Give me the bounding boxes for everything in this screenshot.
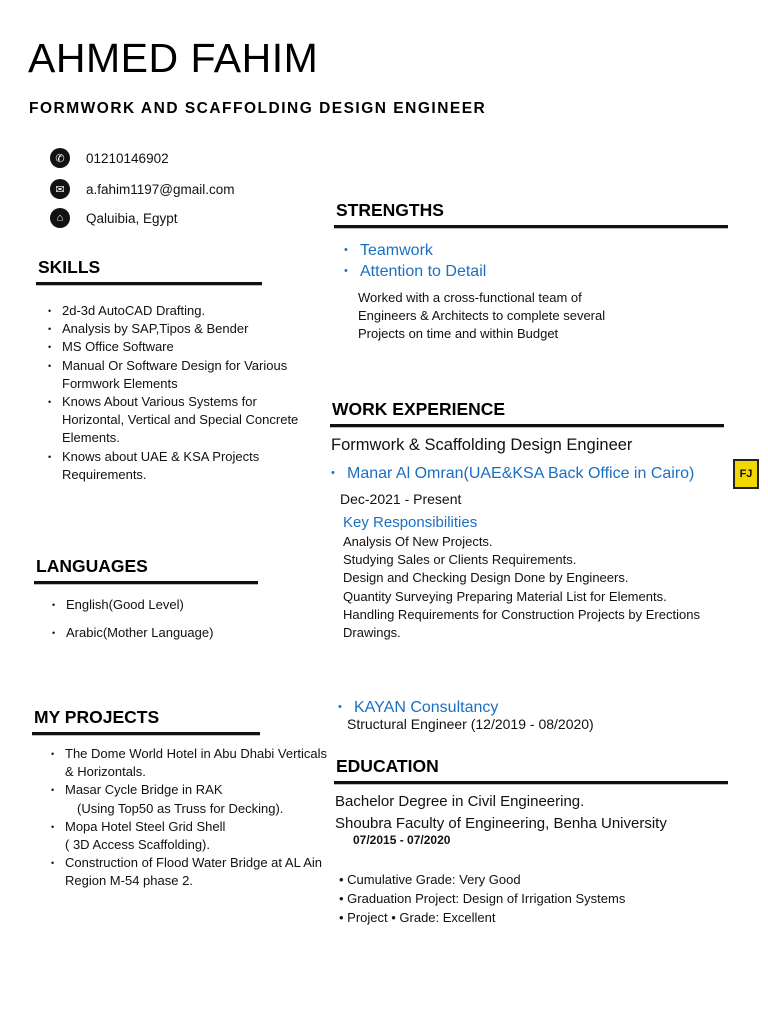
languages-heading: LANGUAGES <box>36 556 148 576</box>
work-period: Dec-2021 - Present <box>340 491 462 507</box>
projects-divider <box>32 732 260 735</box>
skills-list <box>48 302 320 484</box>
list-item: • Masar Cycle Bridge in RAK <box>51 781 331 799</box>
job-title: FORMWORK AND SCAFFOLDING DESIGN ENGINEER <box>29 100 487 117</box>
list-item: • English(Good Level) <box>52 596 312 614</box>
strength-item: • Attention to Detail <box>342 261 486 282</box>
list-item: • Mopa Hotel Steel Grid Shell <box>51 818 331 836</box>
list-item: • Manual Or Software Design for Various Formwork Elements <box>48 357 320 393</box>
work-heading: WORK EXPERIENCE <box>332 399 506 419</box>
list-item: • The Dome World Hotel in Abu Dhabi Verticals & Horizontals. <box>51 745 331 781</box>
list-item: • Construction of Flood Water Bridge at AL Ain Region M-54 phase 2. <box>51 854 331 890</box>
contact-location <box>50 208 178 228</box>
responsibility-item: Quantity Surveying Preparing Material List for Elements. <box>343 588 667 604</box>
strengths-divider <box>334 225 728 228</box>
strength-item: • Teamwork <box>342 240 486 261</box>
phone-text: 01210146902 <box>86 150 169 166</box>
strengths-description: Worked with a cross-functional team of Engineers & Architects to complete several Projects on time and within Budget <box>358 290 606 342</box>
list-item: • Analysis by SAP,Tipos & Bender <box>48 320 320 338</box>
responsibilities-heading: Key Responsibilities <box>343 514 478 531</box>
list-item-note: (Using Top50 as Truss for Decking). <box>77 800 284 816</box>
phone-icon: ✆ <box>50 148 70 168</box>
languages-divider <box>34 581 258 584</box>
strengths-heading: STRENGTHS <box>336 200 444 220</box>
list-item: • MS Office Software <box>48 338 320 356</box>
responsibility-item: Analysis Of New Projects. <box>343 534 493 549</box>
list-item-note: ( 3D Access Scaffolding). <box>65 837 210 853</box>
company-name: • KAYAN Consultancy <box>336 697 498 718</box>
responsibilities-list <box>343 533 743 642</box>
location-text: Qaluibia, Egypt <box>86 210 178 226</box>
list-item: • Knows About Various Systems for Horizontal, Vertical and Special Concrete Elements. <box>48 393 320 448</box>
projects-list <box>51 745 331 891</box>
work-company1 <box>329 463 694 484</box>
education-school: Shoubra Faculty of Engineering, Benha University <box>335 815 667 832</box>
languages-list <box>52 596 312 642</box>
company-logo: FJ <box>733 459 759 489</box>
work-divider <box>330 424 724 427</box>
list-item: • Knows about UAE & KSA Projects Requirements. <box>48 448 320 484</box>
list-item: • Arabic(Mother Language) <box>52 624 312 642</box>
education-detail: • Graduation Project: Design of Irrigation Systems <box>339 891 626 906</box>
responsibility-item: Studying Sales or Clients Requirements. <box>343 552 577 568</box>
home-icon: ⌂ <box>50 208 70 228</box>
email-text[interactable]: a.fahim1197@gmail.com <box>86 181 235 197</box>
strengths-list <box>342 240 486 282</box>
contact-email <box>50 179 235 199</box>
list-item: • 2d-3d AutoCAD Drafting. <box>48 302 320 320</box>
company-name: • Manar Al Omran(UAE&KSA Back Office in Cairo) <box>329 463 694 484</box>
education-period: 07/2015 - 07/2020 <box>353 833 451 847</box>
candidate-name: AHMED FAHIM <box>28 35 319 81</box>
contact-phone <box>50 148 169 168</box>
skills-heading: SKILLS <box>38 257 101 277</box>
work-role2: Structural Engineer (12/2019 - 08/2020) <box>347 716 594 732</box>
education-divider <box>334 781 728 784</box>
education-detail: • Cumulative Grade: Very Good <box>339 872 521 887</box>
education-details <box>339 870 625 927</box>
responsibility-item: Design and Checking Design Done by Engineers. <box>343 570 629 586</box>
education-detail: • Project • Grade: Excellent <box>339 910 496 925</box>
work-company2 <box>336 697 498 718</box>
education-heading: EDUCATION <box>336 756 439 776</box>
education-degree: Bachelor Degree in Civil Engineering. <box>335 793 585 810</box>
mail-icon: ✉ <box>50 179 70 199</box>
responsibility-item: Handling Requirements for Construction Projects by Erections Drawings. <box>343 606 700 641</box>
skills-divider <box>36 282 262 285</box>
work-role: Formwork & Scaffolding Design Engineer <box>331 436 633 454</box>
projects-heading: MY PROJECTS <box>34 707 160 727</box>
